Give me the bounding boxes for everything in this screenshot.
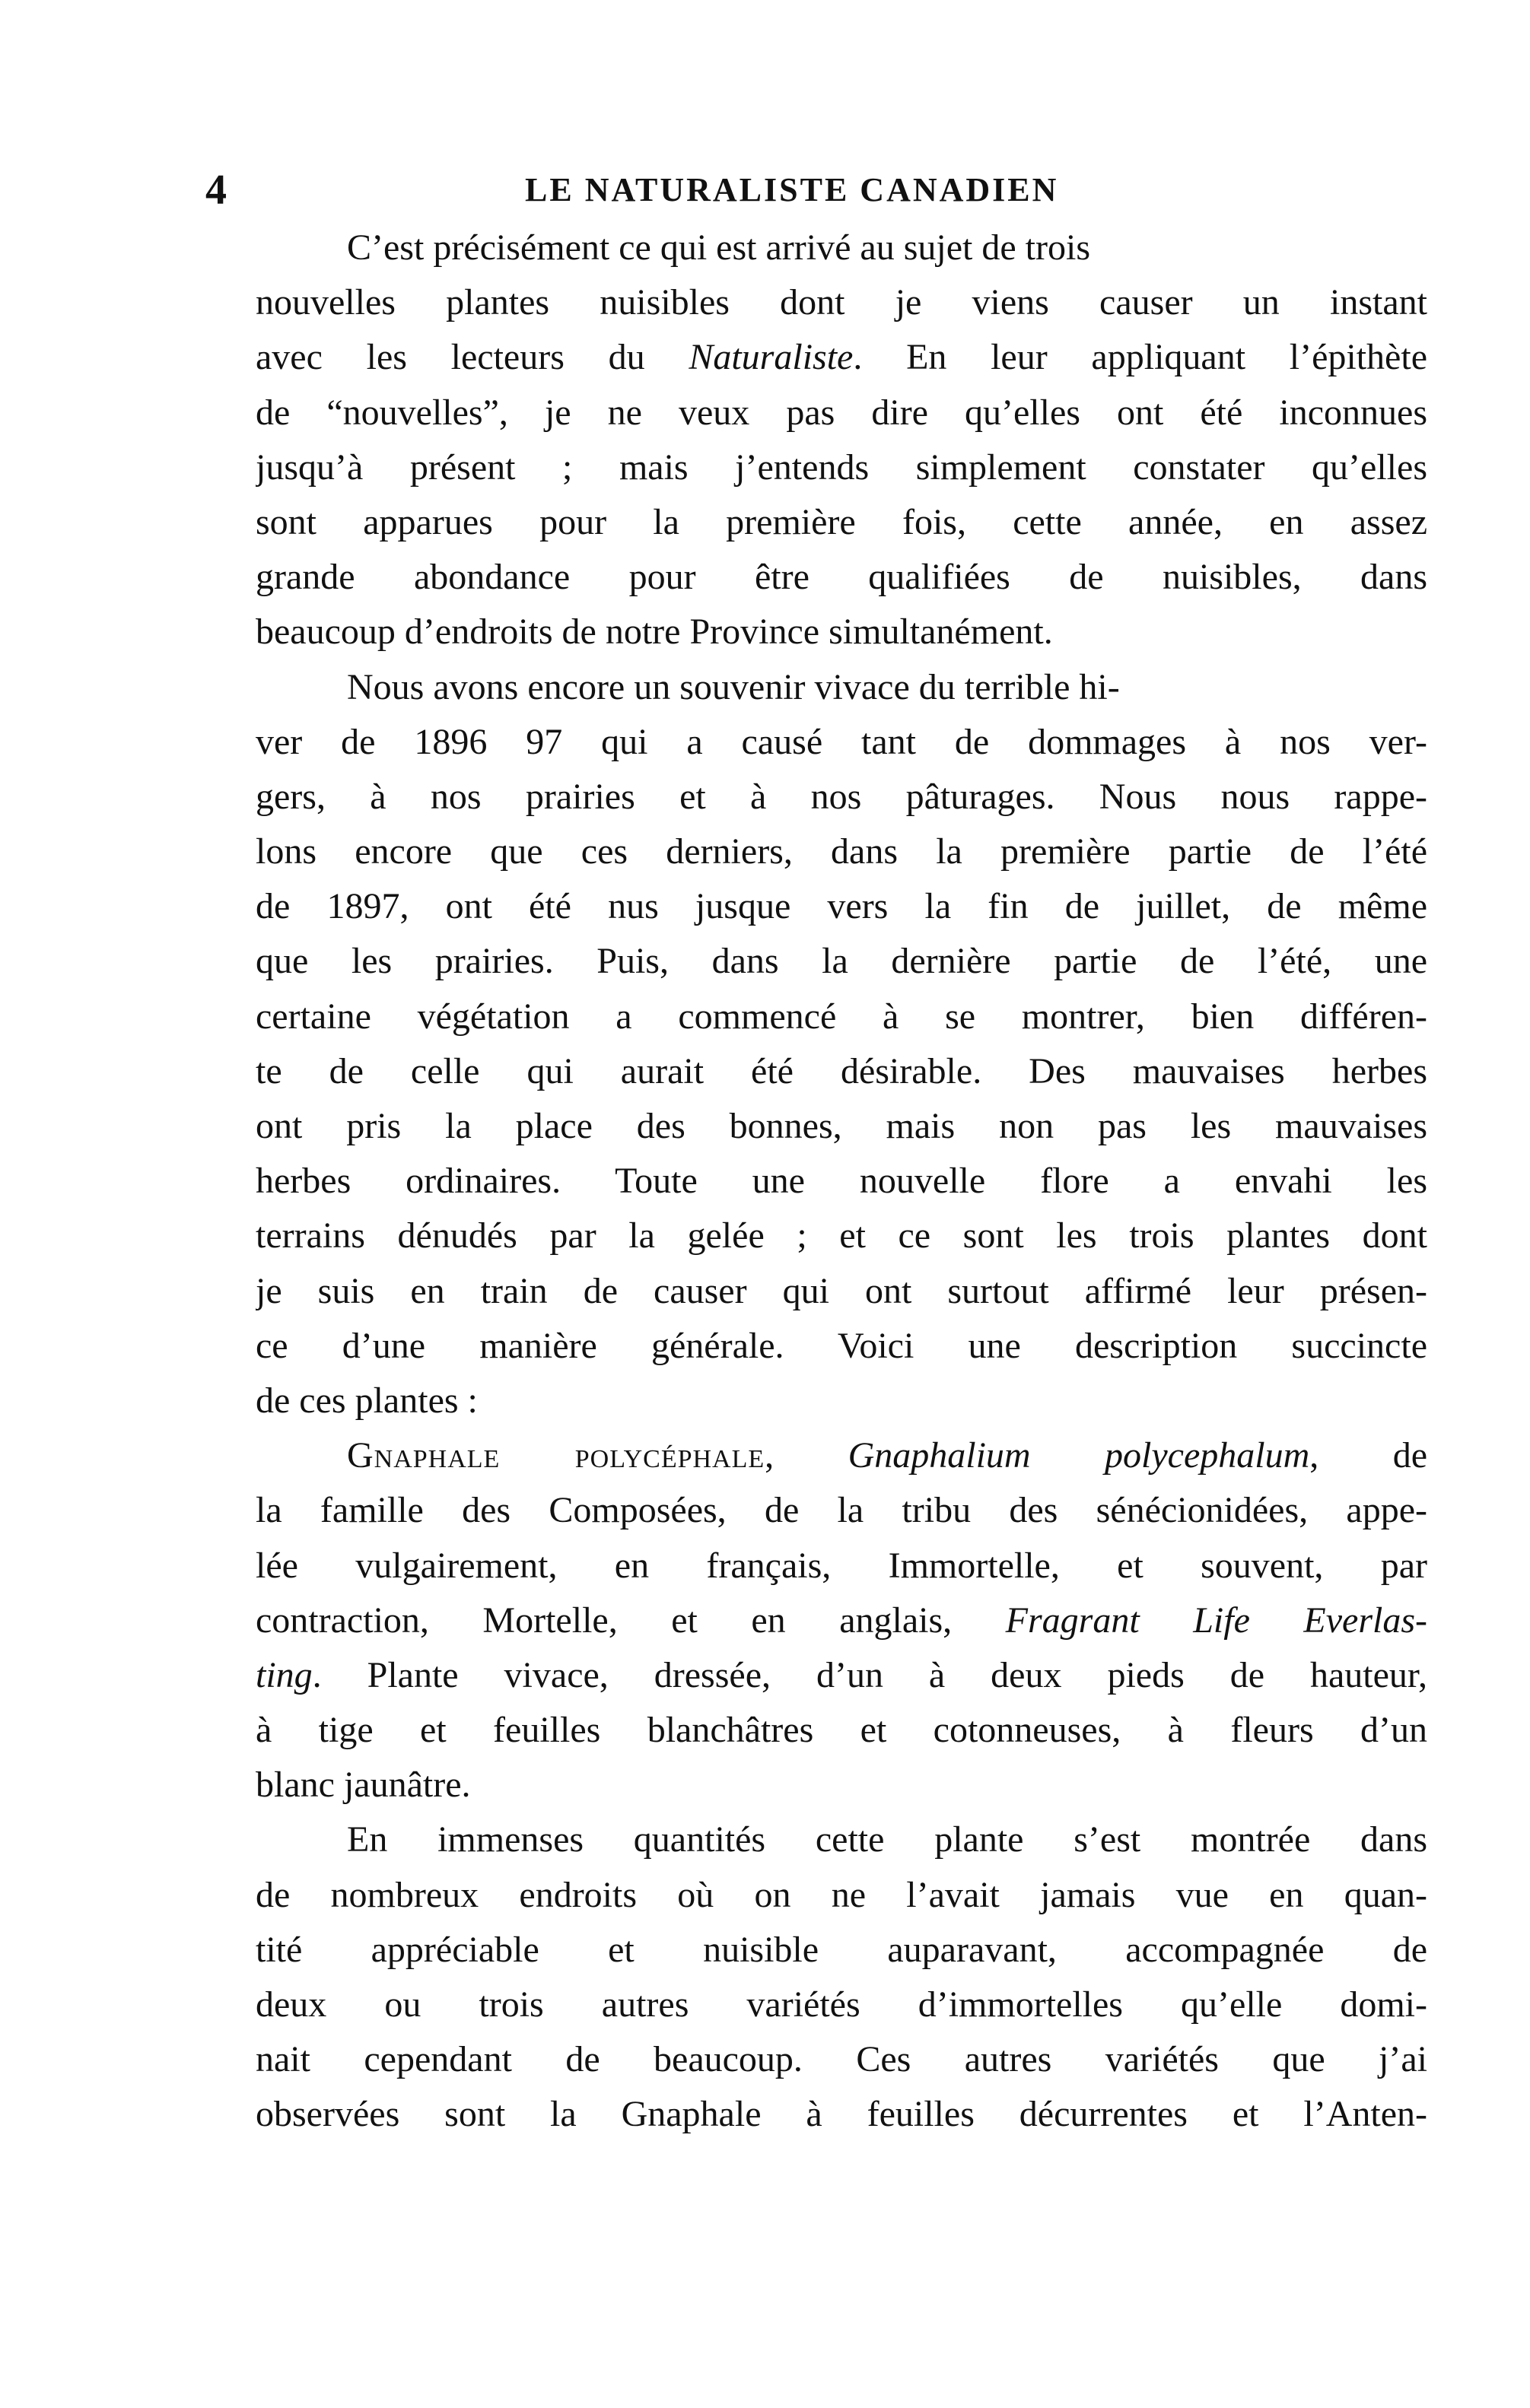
text-line: ce d’une manière générale. Voici une description succincte <box>256 1325 1427 1366</box>
text-line: nouvelles plantes nuisibles dont je viens causer un instant <box>256 282 1427 323</box>
text-line: En immenses quantités cette plante s’est montrée dans <box>347 1819 1427 1860</box>
text-line: de 1897, ont été nus jusque vers la fin de juillet, de même <box>256 886 1427 927</box>
text-line: tité appréciable et nuisible auparavant, accompagnée de <box>256 1929 1427 1970</box>
text-line: lons encore que ces derniers, dans la première partie de l’été <box>256 831 1427 872</box>
text-line: de ces plantes : <box>256 1380 478 1421</box>
running-head: LE NATURALISTE CANADIEN <box>525 171 1059 208</box>
text-line: grande abondance pour être qualifiées de nuisibles, dans <box>256 557 1427 598</box>
text-line: ont pris la place des bonnes, mais non pas les mauvaises <box>256 1106 1427 1146</box>
text-line: que les prairies. Puis, dans la dernière partie de l’été, une <box>256 941 1427 982</box>
text-line: certaine végétation a commencé à se montrer, bien différen- <box>256 996 1427 1037</box>
text-line: Gnaphale polycéphale, Gnaphalium polycephalum, de <box>347 1435 1427 1476</box>
text-line: la famille des Composées, de la tribu des sénécionidées, appe- <box>256 1490 1427 1531</box>
text-line: je suis en train de causer qui ont surtout affirmé leur présen- <box>256 1270 1427 1311</box>
plant-common-name: Gnaphale polycéphale <box>347 1435 765 1476</box>
text-line: lée vulgairement, en français, Immortelle, et souvent, par <box>256 1545 1427 1586</box>
text-line: Nous avons encore un souvenir vivace du terrible hi- <box>347 666 1120 707</box>
page-number: 4 <box>205 167 227 214</box>
text-line: de “nouvelles”, je ne veux pas dire qu’elles ont été inconnues <box>256 392 1427 433</box>
text-line: C’est précisément ce qui est arrivé au sujet de trois <box>347 227 1090 268</box>
text-line: te de celle qui aurait été désirable. Des mauvaises herbes <box>256 1050 1427 1091</box>
text-line: terrains dénudés par la gelée ; et ce sont les trois plantes dont <box>256 1215 1427 1256</box>
body-text <box>256 221 1427 2143</box>
text-line: de nombreux endroits où on ne l’avait jamais vue en quan- <box>256 1874 1427 1915</box>
text-line: avec les lecteurs du Naturaliste. En leur appliquant l’épithète <box>256 337 1427 378</box>
text-line: à tige et feuilles blanchâtres et cotonneuses, à fleurs d’un <box>256 1710 1427 1751</box>
text-line: nait cependant de beaucoup. Ces autres variétés que j’ai <box>256 2039 1427 2080</box>
plant-english-name: Fragrant Life Everlas- <box>1005 1600 1427 1641</box>
page-header <box>205 160 1408 221</box>
text-line: ver de 1896 97 qui a causé tant de dommages à nos ver- <box>256 721 1427 762</box>
text-line: gers, à nos prairies et à nos pâturages. Nous nous rappe- <box>256 776 1427 817</box>
text-line: jusqu’à présent ; mais j’entends simplement constater qu’elles <box>256 446 1427 488</box>
text-line: ting. Plante vivace, dressée, d’un à deux pieds de hauteur, <box>256 1654 1427 1695</box>
text-line: herbes ordinaires. Toute une nouvelle flore a envahi les <box>256 1161 1427 1202</box>
journal-title: Naturaliste <box>689 337 854 378</box>
text-line: sont apparues pour la première fois, cette année, en assez <box>256 501 1427 542</box>
text-line: observées sont la Gnaphale à feuilles décurrentes et l’Anten- <box>256 2094 1427 2135</box>
text-line: beaucoup d’endroits de notre Province simultanément. <box>256 612 1053 653</box>
text-line: contraction, Mortelle, et en anglais, Fragrant Life Everlas- <box>256 1600 1427 1641</box>
plant-english-name-end: ting <box>256 1654 313 1695</box>
text-line: deux ou trois autres variétés d’immortelles qu’elle domi- <box>256 1984 1427 2025</box>
plant-latin-name: Gnaphalium polycephalum <box>848 1435 1310 1476</box>
text-line: blanc jaunâtre. <box>256 1765 471 1806</box>
